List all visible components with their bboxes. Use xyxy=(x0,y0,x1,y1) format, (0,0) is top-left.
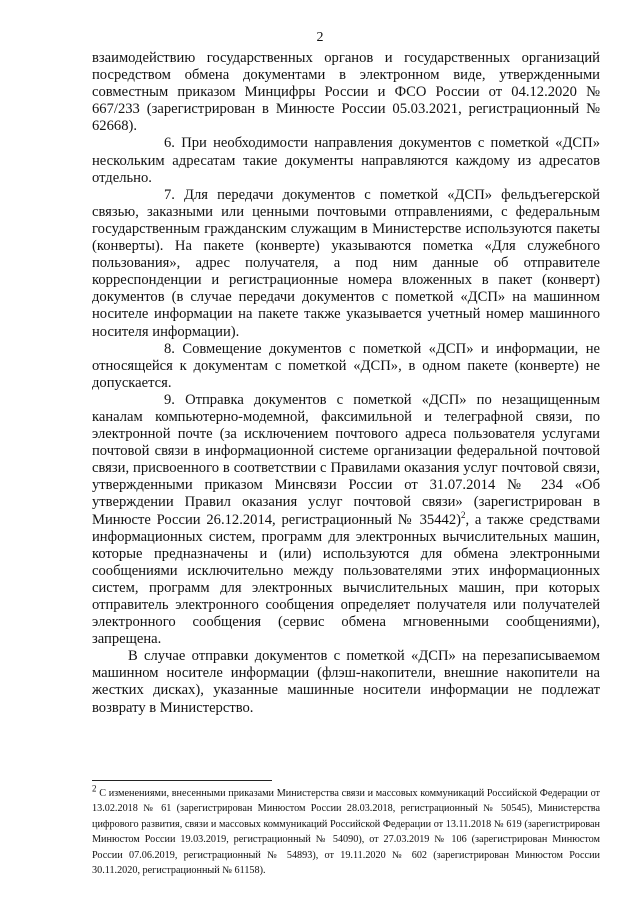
footnote-text: С изменениями, внесенными приказами Министерства связи и массовых коммуникаций Российской Федерации от 13.02.2018 № 61 (зарегистрирован Минюстом России 28.03.2018, регистрационный № 50545), Министерства цифрового развития, связи и массовых коммуникаций Российской Федерации от 13.11.2018 № 619 (зарегистрирован Минюстом России 19.03.2019, регистрационный № 54090), от 27.03.2019 № 106 (зарегистрирован Минюстом России 07.06.2019, регистрационный № 54893), от 19.11.2020 № 602 (зарегистрирован Минюстом России 30.11.2020, регистрационный № 61158). xyxy=(92,788,600,877)
paragraph-text-continued: , а также средствами информационных систем, программ для электронных вычислительных машин, которые предназначены и (или) используются для обмена электронными сообщениями исключительно между пользователями этих информационных систем, программ для электронных вычислительных машин, при которых отправитель электронного сообщения определяет получателя или получателей электронного сообщения (сервис обмена мгновенными сообщениями), запрещена. xyxy=(92,511,601,648)
paragraph-number: 8. xyxy=(164,340,175,357)
footnote xyxy=(92,783,600,878)
paragraph-number: 9. xyxy=(164,391,175,408)
paragraph-text: Для передачи документов с пометкой «ДСП» фельдъегерской связью, заказными или ценными почтовыми отправлениями, с федеральным государственным гражданским служащим в Министерстве используются пакеты (конверты). На пакете (конверте) указываются пометка «Для служебного пользования», адрес получателя, а под ним данные об отправителе корреспонденции и регистрационные номера вложенных в пакет (конверт) документов (в случае передачи документов с пометкой «ДСП» на машинном носителе информации на пакете также указывается учетный номер машинного носителя информации). xyxy=(92,186,600,340)
paragraph-8 xyxy=(92,341,600,392)
page-number: 2 xyxy=(316,30,324,45)
paragraph-continuation xyxy=(92,50,600,135)
paragraph-9 xyxy=(92,392,600,648)
paragraph-6 xyxy=(92,135,600,186)
paragraph-text: взаимодействию государственных органов и государственных организаций посредством обмена документами в электронном виде, утвержденными совместным приказом Минцифры России и ФСО России от 04.12.2020 № 667/233 (зарегистрирован в Минюсте России 05.03.2021, регистрационный № 62668). xyxy=(92,50,600,135)
paragraph-number: 6. xyxy=(164,135,175,152)
paragraph-text: Отправка документов с пометкой «ДСП» по незащищенным каналам компьютерно-модемной, факсимильной и телеграфной связи, по электронной почте (за исключением почтового адреса пользователя услугами почтовой связи в информационной системе организации федеральной почтовой связи, присвоенного в соответствии с Правилами оказания услуг почтовой связи, утвержденными приказом Минсвязи России от 31.07.2014 № 234 «Об утверждении Правил оказания услуг почтовой связи» (зарегистрирован в Минюсте России 26.12.2014, регистрационный № 35442) xyxy=(92,391,600,528)
paragraph-7 xyxy=(92,187,600,341)
paragraph-text: При необходимости направления документов с пометкой «ДСП» нескольким адресатам такие документы направляются каждому из адресатов отдельно. xyxy=(92,135,600,186)
footnote-divider xyxy=(92,780,272,781)
paragraph-text: В случае отправки документов с пометкой «ДСП» на перезаписываемом машинном носителе информации (флэш-накопители, внешние накопители на жестких дисках), указанные машинные носители информации не подлежат возврату в Министерство. xyxy=(92,648,600,716)
paragraph-number: 7. xyxy=(164,186,175,203)
paragraph-text: Совмещение документов с пометкой «ДСП» и информации, не относящейся к документам с пометкой «ДСП», в одном пакете (конверте) не допускается. xyxy=(92,340,600,391)
footnote-marker: 2 xyxy=(92,783,97,794)
document-body xyxy=(92,50,600,717)
paragraph-10 xyxy=(92,648,600,716)
footnote-reference[interactable]: 2 xyxy=(460,509,466,520)
